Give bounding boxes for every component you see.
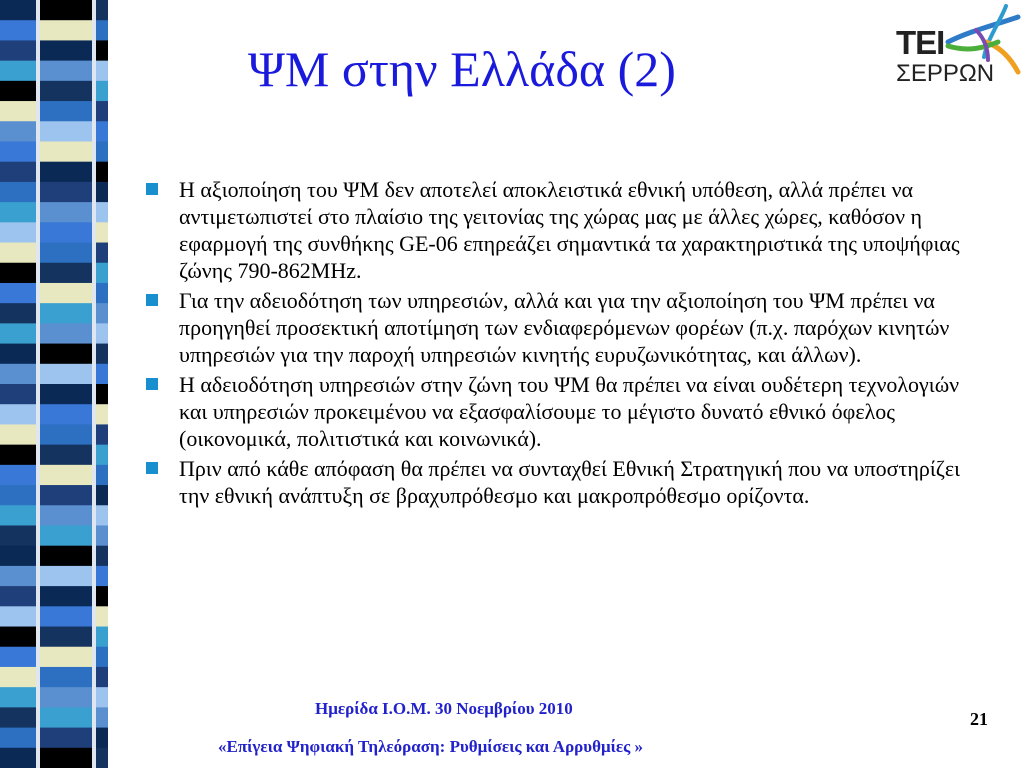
slide-title: ΨΜ στην Ελλάδα (2) [248,41,676,97]
logo-text-serron: ΣΕΡΡΩΝ [896,60,995,87]
bullet-text: Πριν από κάθε απόφαση θα πρέπει να συνταχθεί Εθνική Στρατηγική που να υποστηρίζει την εθνική ανάπτυξη σε βραχυπρόθεσμο και μακροπρόθεσμο ορίζοντα. [179,456,961,508]
list-item [146,287,976,368]
square-bullet-icon [146,183,158,195]
bullet-text: Για την αδειοδότηση των υπηρεσιών, αλλά και για την αξιοποίηση του ΨΜ πρέπει να προηγηθεί προσεκτική αποτίμηση των ενδιαφερόμενων φορέων (π.χ. παρόχων κινητών υπηρεσιών για την παροχή υπηρεσιών κινητής ευρυζωνικότητας, και άλλων). [179,288,950,367]
logo-text-tei: ΤΕΙ [896,24,945,61]
list-item [146,455,976,509]
page-number: 21 [970,709,988,729]
square-bullet-icon [146,378,158,390]
list-item [146,176,976,284]
footer-subtitle: «Επίγεια Ψηφιακή Τηλεόραση: Ρυθμίσεις και Αρρυθμίες » [218,737,644,756]
bullet-text: Η αδειοδότηση υπηρεσιών στην ζώνη του ΨΜ θα πρέπει να είναι ουδέτερη τεχνολογιών και υπηρεσιών προκειμένου να εξασφαλίσουμε το μέγιστο δυνατό εθνικό όφελος (οικονομικά, πολιτιστικά και κοινωνικά). [179,372,960,451]
list-item [146,371,976,452]
bullet-text: Η αξιοποίηση του ΨΜ δεν αποτελεί αποκλειστικά εθνική υπόθεση, αλλά πρέπει να αντιμετωπιστεί στο πλαίσιο της γειτονίας της χώρας μας με άλλες χώρες, καθόσον η εφαρμογή της συνθήκης GE-06 επηρεάζει σημαντικά τα χαρακτηριστικά της υποψήφιας ζώνης 790-862MHz. [179,177,960,283]
square-bullet-icon [146,294,158,306]
bullet-list [146,176,976,512]
square-bullet-icon [146,462,158,474]
footer-event: Ημερίδα Ι.Ο.Μ. 30 Νοεμβρίου 2010 [315,699,573,718]
decorative-side-stripe [0,0,108,768]
